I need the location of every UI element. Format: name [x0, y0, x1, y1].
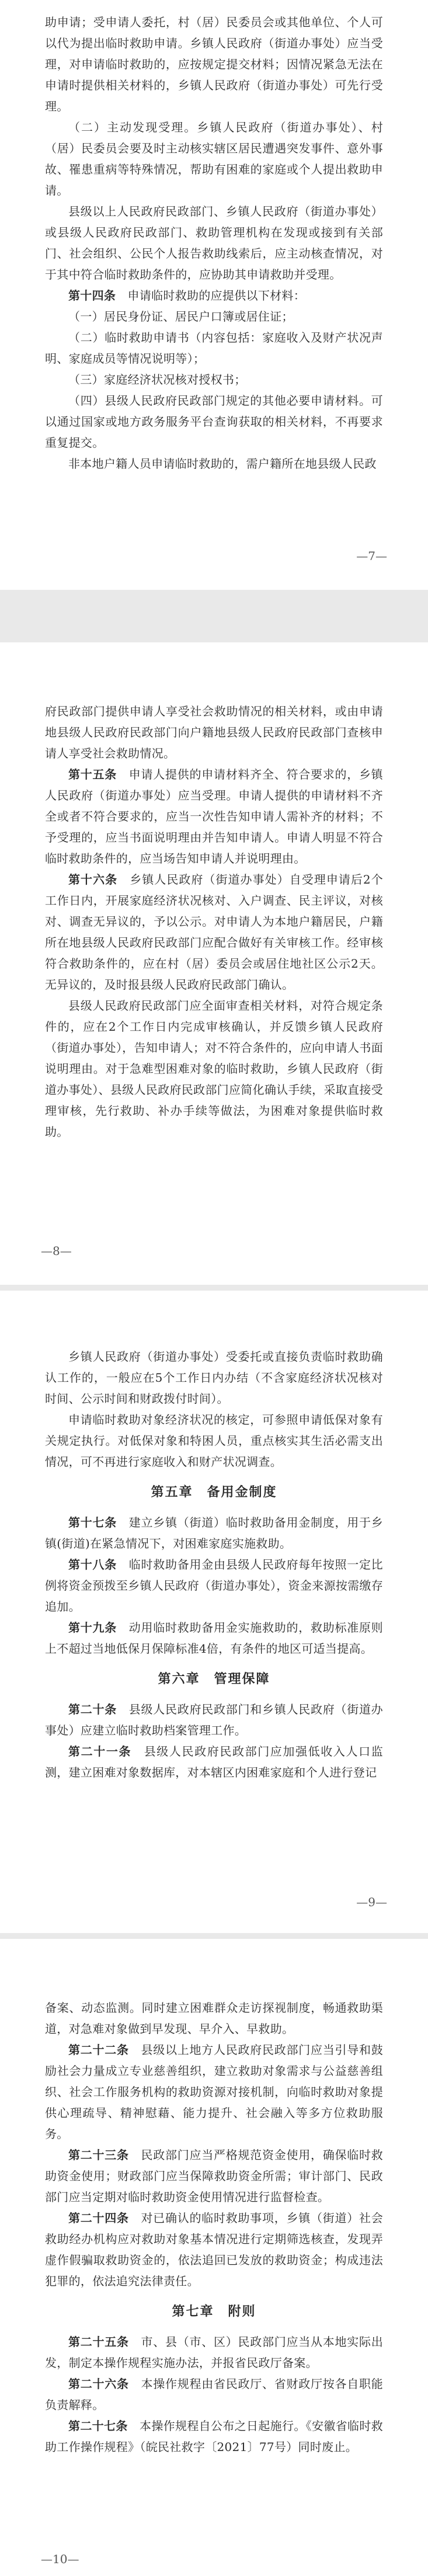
article-number: 第二十五条 [68, 2335, 129, 2349]
page-number: —9— [356, 1895, 387, 1909]
article-paragraph [45, 2331, 383, 2373]
article-number: 第二十四条 [68, 2211, 129, 2225]
paragraph-text: 建立乡镇（街道）临时救助备用金制度，用于乡镇(街道)在紧急情况下，对困难家庭实施救助。 [45, 1515, 383, 1551]
paragraph [45, 201, 383, 285]
paragraph-text: 申请临时救助对象经济状况的核定，可参照申请低保对象有关规定执行。对低保对象和特困人员，重点核实其生活必需支出情况，可不再进行家庭收入和财产状况调查。 [45, 1413, 383, 1469]
paragraph [45, 1346, 383, 1409]
paragraph [45, 390, 383, 453]
page-number: —10— [41, 2552, 79, 2566]
paragraph-text: 县级以上地方人民政府民政部门应当引导和鼓励社会力量成立专业慈善组织，建立救助对象需求与公益慈善组织、社会工作服务机构的救助资源对接机制，向临时救助对象提供心理疏导、精神慰藉、能力提升、社会融入等多方位救助服务。 [45, 2043, 384, 2141]
paragraph-text: 申请人提供的申请材料齐全、符合要求的，乡镇人民政府（街道办事处）应当受理。申请人提供的申请材料不齐全或者不符合要求的，应当一次性告知申请人需补齐的材料；不予受理的，应当书面说明理由并告知申请人。申请人明显不符合临时救助条件的，应当场告知申请人并说明理由。 [45, 767, 383, 865]
article-number: 第二十二条 [68, 2043, 129, 2057]
paragraph-text: 动用临时救助备用金实施救助的，救助标准原则上不超过当地低保月保障标准4倍，有条件的地区可适当提高。 [45, 1621, 383, 1656]
paragraph-text: （一）居民身份证、居民户口簿或居住证； [68, 310, 294, 324]
article-number: 第十五条 [68, 767, 117, 781]
paragraph-text: 乡镇人民政府（街道办事处）自受理申请后2个工作日内，开展家庭经济状况核对、入户调查、民主评议，对核对、调查无异议的，予以公示。对申请人为本地户籍居民，户籍所在地县级人民政府民政部门应配合做好有关审核工作。经审核符合救助条件的，应在村（居）委员会或居住地社区公示2天。无异议的，及时报县级人民政府民政部门确认。 [45, 872, 383, 992]
article-number: 第十四条 [68, 288, 116, 303]
document-page-9 [0, 1291, 428, 1933]
paragraph [45, 995, 383, 1142]
article-paragraph [45, 1699, 383, 1741]
page-number: —7— [356, 549, 387, 563]
paragraph-text: 临时救助备用金由县级人民政府每年按照一定比例将资金预拨至乡镇人民政府（街道办事处），资金来源按需缴存追加。 [45, 1558, 383, 1614]
page-body [45, 12, 383, 474]
article-paragraph [45, 2373, 383, 2415]
article-paragraph [45, 2207, 383, 2292]
document-page-7 [0, 0, 428, 590]
paragraph-text: 非本地户籍人员申请临时救助的，需户籍所在地县级人民政 [68, 457, 377, 471]
paragraph-text: 申请临时救助的应提供以下材料： [127, 288, 306, 303]
paragraph-text: 本操作规程由省民政厅、省财政厅按各自职能负责解释。 [45, 2377, 384, 2412]
article-paragraph [45, 1554, 383, 1617]
document-page-8 [0, 642, 428, 1285]
article-number: 第二十条 [68, 1702, 117, 1716]
article-paragraph [45, 869, 383, 995]
paragraph [45, 1997, 383, 2039]
paragraph-text: 县级人民政府民政部门和乡镇人民政府（街道办事处）应建立临时救助档案管理工作。 [45, 1702, 383, 1737]
paragraph-text: （二）临时救助申请书（内容包括：家庭收入及财产状况声明、家庭成员等情况说明等）； [45, 331, 383, 366]
paragraph [45, 306, 383, 327]
article-paragraph [45, 2039, 383, 2144]
page-body [45, 1346, 383, 1783]
paragraph-text: 助申请；受申请人委托，村（居）民委员会或其他单位、个人可以代为提出临时救助申请。乡镇人民政府（街道办事处）应当受理，对申请临时救助的，应按规定提交材料；因情况紧急无法在申请时提供相关材料的，乡镇人民政府（街道办事处）可先行受理。 [45, 15, 383, 113]
paragraph-text: 乡镇人民政府（街道办事处）受委托或直接负责临时救助确认工作的，一般应在5个工作日内办结（不含家庭经济状况核对时间、公示时间和财政拨付时间）。 [45, 1350, 383, 1406]
paragraph [45, 12, 383, 117]
article-number: 第二十七条 [68, 2419, 128, 2433]
article-paragraph [45, 1617, 383, 1659]
page-body [45, 701, 383, 1142]
article-number: 第二十六条 [68, 2377, 129, 2391]
article-paragraph [45, 1741, 383, 1783]
paragraph-text: 府民政部门提供申请人享受社会救助情况的相关材料，或由申请地县级人民政府民政部门向户籍地县级人民政府民政部门查核申请人享受社会救助情况。 [45, 704, 383, 760]
article-paragraph [45, 1512, 383, 1554]
document-page-10 [0, 1939, 428, 2576]
article-number: 第十六条 [68, 872, 118, 887]
chapter-heading: 第七章 附则 [172, 2304, 256, 2319]
paragraph [45, 701, 383, 764]
paragraph-text: 对已确认的临时救助事项，乡镇（街道）社会救助经办机构应对救助对象基本情况进行定期筛选核查，发现弄虚作假骗取救助资金的，依法追回已发放的救助资金；构成违法犯罪的，依法追究法律责任。 [45, 2211, 384, 2288]
paragraph-text: 本操作规程自公布之日起施行。《安徽省临时救助工作操作规程》（皖民社救字〔2021〕77号）同时废止。 [45, 2419, 383, 2454]
article-paragraph [45, 285, 383, 306]
article-number: 第十九条 [68, 1621, 117, 1635]
paragraph [45, 369, 383, 390]
article-number: 第二十三条 [68, 2148, 129, 2162]
paragraph [45, 117, 383, 201]
paragraph-text: 县级人民政府民政部门应加强低收入人口监测，建立困难对象数据库，对本辖区内困难家庭和个人进行登记 [45, 1744, 384, 1779]
paragraph-text: 县级以上人民政府民政部门、乡镇人民政府（街道办事处）或县级人民政府民政部门、救助管理机构在发现或接到有关部门、社会组织、公民个人报告救助线索后，应主动核查情况，对于其中符合临时救助条件的，应协助其申请救助并受理。 [45, 204, 383, 281]
page-body [45, 1997, 383, 2457]
paragraph [45, 453, 383, 474]
chapter-heading: 第五章 备用金制度 [151, 1485, 277, 1500]
chapter-heading: 第六章 管理保障 [158, 1671, 270, 1687]
paragraph [45, 1409, 383, 1472]
paragraph-text: 民政部门应当严格规范资金使用，确保临时救助资金使用；财政部门应当保障救助资金所需；审计部门、民政部门应当定期对临时救助资金使用情况进行监督检查。 [45, 2148, 384, 2204]
paragraph-text: 市、县（市、区）民政部门应当从本地实际出发，制定本操作规程实施办法，并报省民政厅备案。 [45, 2335, 384, 2370]
paragraph-text: （三）家庭经济状况核对授权书； [68, 373, 246, 387]
article-paragraph [45, 764, 383, 869]
article-paragraph [45, 2144, 383, 2207]
paragraph-text: 备案、动态监测。同时建立困难群众走访探视制度，畅通救助渠道，对急难对象做到早发现、早介入、早救助。 [45, 2001, 383, 2036]
article-number: 第十八条 [68, 1558, 117, 1572]
paragraph-text: （二）主动发现受理。乡镇人民政府（街道办事处）、村（居）民委员会要及时主动核实辖区居民遭遇突发事件、意外事故、罹患重病等特殊情况，帮助有困难的家庭或个人提出救助申请。 [45, 120, 383, 197]
article-number: 第十七条 [68, 1515, 117, 1529]
article-number: 第二十一条 [68, 1744, 132, 1758]
article-paragraph [45, 2415, 383, 2457]
page-number: —8— [41, 1244, 72, 1258]
paragraph [45, 327, 383, 369]
paragraph-text: 县级人民政府民政部门应全面审查相关材料，对符合规定条件的，应在2个工作日内完成审核确认，并反馈乡镇人民政府（街道办事处），告知申请人；对不符合条件的，应向申请人书面说明理由。对于急难型困难对象的临时救助，乡镇人民政府（街道办事处）、县级人民政府民政部门应简化确认手续，采取直接受理审核，先行救助、补办手续等做法，为困难对象提供临时救助。 [45, 999, 383, 1139]
paragraph-text: （四）县级人民政府民政部门规定的其他必要申请材料。可以通过国家或地方政务服务平台查询获取的相关材料，不再要求重复提交。 [45, 394, 383, 450]
